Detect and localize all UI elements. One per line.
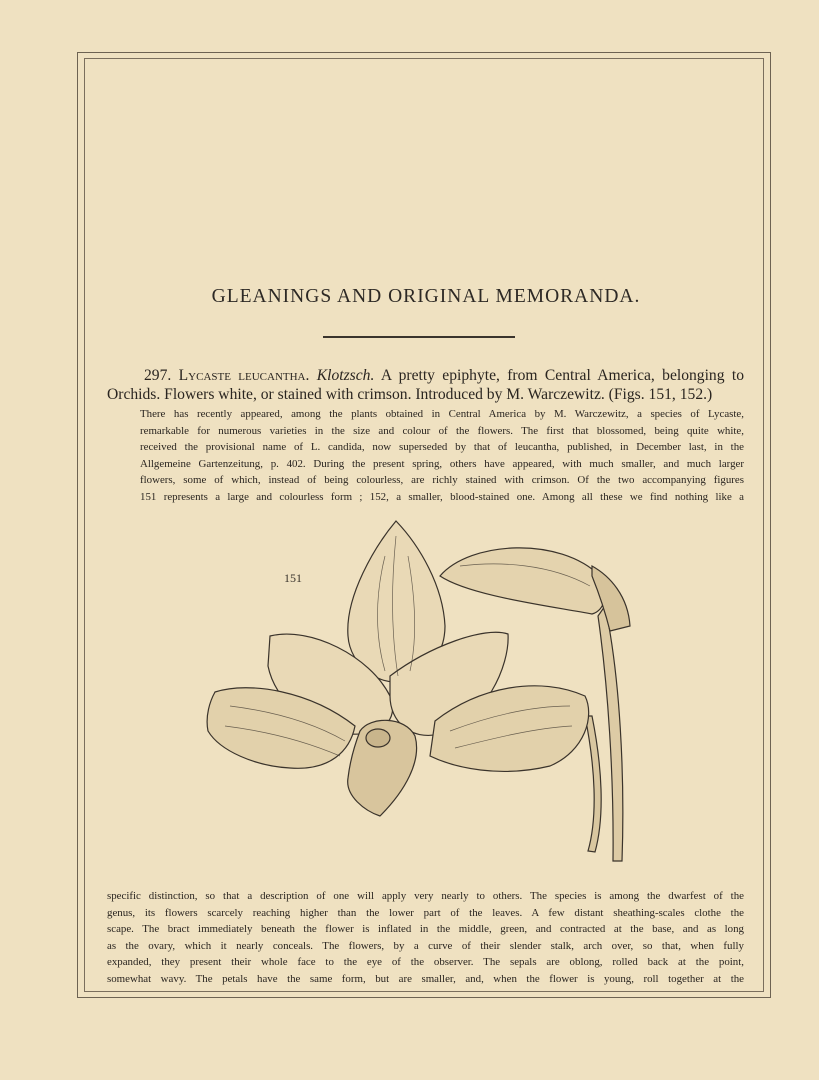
species-name: Lycaste leucantha.: [178, 367, 310, 384]
intro-line2: Orchids. Flowers white, or stained with crimson. Introduced by M. Warczewitz. (Figs. 151, 152.): [107, 386, 713, 403]
intro-line1-rest: A pretty epiphyte, from Central America, belonging to: [380, 367, 744, 384]
body-line: flowers, some of which, instead of being colourless, are richly stained with crimson. Of the two accompanying figures: [140, 474, 744, 487]
body-line: scape. The bract immediately beneath the flower is inflated in the middle, green, and contracted at the base, and as long: [107, 923, 744, 936]
species-author: Klotzsch.: [316, 367, 375, 384]
figure-label: 151: [284, 571, 302, 585]
body-line: remarkable for numerous varieties in the size and colour of the flowers. The first that blossomed, being quite white,: [140, 424, 744, 437]
body-line: received the provisional name of L. candida, now superseded by that of leucantha, published, in December last, in the: [140, 441, 744, 454]
body-line: as the ovary, which it nearly conceals. The flowers, by a curve of their slender stalk, arch over, so that, when fully: [107, 939, 744, 952]
orchid-engraving-icon: [200, 516, 640, 866]
body-line: expanded, they present their whole face to the eye of the observer. The sepals are oblong, rolled back at the point,: [107, 956, 744, 969]
body-text-bottom: [107, 888, 744, 988]
body-line: specific distinction, so that a description of one will apply very nearly to others. The species is among the dwarfest of the: [107, 890, 744, 902]
body-line: 151 represents a large and colourless form ; 152, a smaller, blood-stained one. Among all these we find nothing like a: [140, 490, 744, 503]
body-text-top: [107, 406, 744, 506]
page-heading: GLEANINGS AND ORIGINAL MEMORANDA.: [211, 286, 641, 307]
entry-number: 297.: [144, 367, 172, 384]
heading-rule: [323, 336, 515, 338]
body-line: somewhat wavy. The petals have the same form, but are smaller, and, when the flower is young, roll together at the: [107, 972, 744, 985]
body-line: genus, its flowers scarcely reaching higher than the lower part of the leaves. A few distant sheathing-scales clothe the: [107, 906, 744, 919]
body-line: There has recently appeared, among the plants obtained in Central America by M. Warczewitz, a species of Lycaste,: [140, 408, 744, 420]
body-line: Allgemeine Gartenzeitung, p. 402. During the present spring, others have appeared, with much smaller, and much larger: [140, 457, 744, 470]
entry-intro: [107, 366, 744, 404]
